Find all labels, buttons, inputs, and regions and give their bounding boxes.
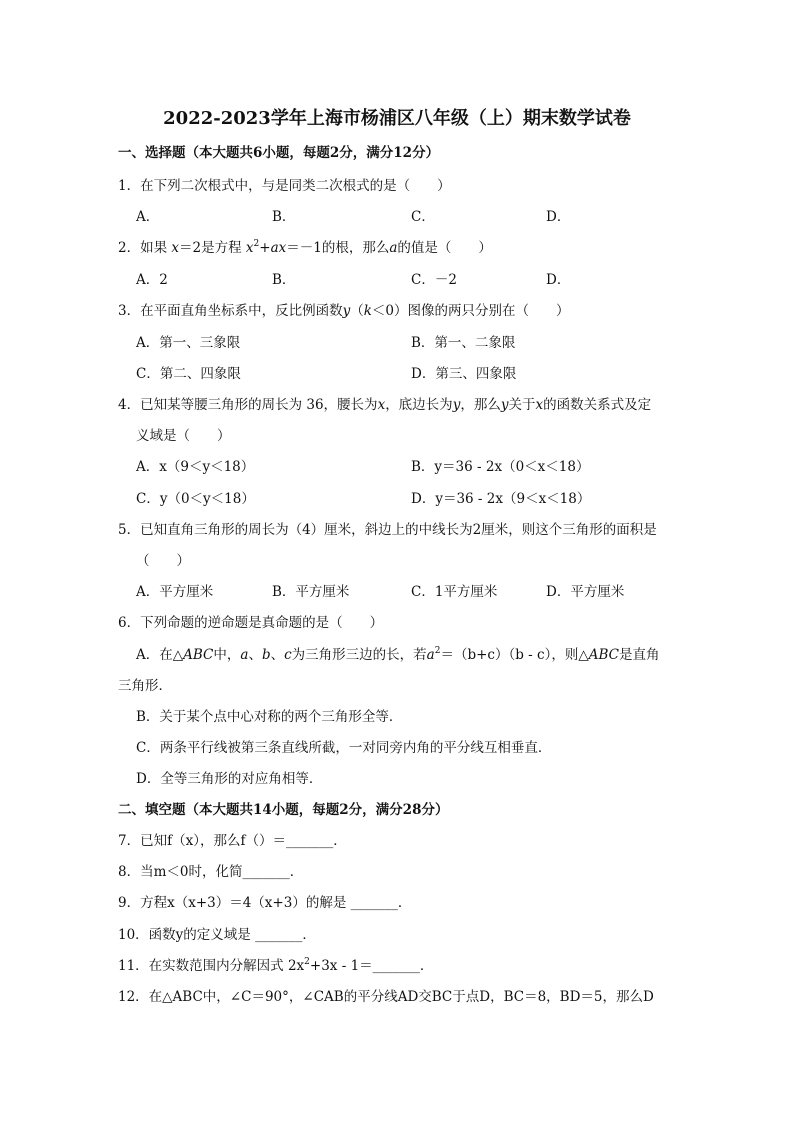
q10: 10．函数y的定义域是 _______．: [118, 927, 316, 943]
q5-stem-line2: （ ）: [136, 553, 190, 569]
q2-stem: 2．如果 x＝2是方程 $x^2+ax=-1$的根，那么a的值是（ ）: [118, 239, 492, 256]
q4-option-c: C．y（0＜y＜18）: [136, 491, 255, 507]
q11: 11．在实数范围内分解因式 $2x^2+3x$ - 1＝_______．: [118, 957, 434, 974]
q3-option-b: B．第一、二象限: [411, 335, 516, 351]
q6-option-b: B．关于某个点中心对称的两个三角形全等．: [136, 709, 403, 725]
q6-option-d: D．全等三角形的对应角相等．: [136, 771, 323, 787]
q1-option-c: C．: [411, 209, 435, 225]
q6-stem: 6．下列命题的逆命题是真命题的是（ ）: [118, 615, 384, 631]
q2-option-c: C．－2: [411, 272, 457, 288]
q3-option-a: A．第一、三象限: [136, 335, 241, 351]
exam-title: 2022-2023学年上海市杨浦区八年级（上）期末数学试卷: [163, 108, 631, 129]
q2-option-b: B．: [272, 272, 296, 288]
q9: 9．方程x（x+3）＝4（x+3）的解是 _______．: [118, 895, 412, 911]
q4-option-b: B．y＝36 - 2x（0＜x＜18）: [411, 459, 590, 475]
q12: 12．在△ABC中，∠C＝90°，∠CAB的平分线AD交BC于点D，BC＝8，BD＝5，那么D: [118, 989, 654, 1005]
q5-option-c: C．1平方厘米: [411, 584, 498, 600]
q3-option-c: C．第二、四象限: [136, 366, 241, 382]
q1-stem: 1．在下列二次根式中，与是同类二次根式的是（ ）: [118, 178, 451, 194]
q4-stem: 4．已知某等腰三角形的周长为 36，腰长为x，底边长为y，那么y关于x的函数关系式及定: [118, 397, 652, 413]
q1-option-a: A．: [136, 209, 160, 225]
section-choice-heading: 一、选择题（本大题共6小题，每题2分，满分12分）: [118, 145, 440, 161]
q1-option-d: D．: [546, 209, 571, 225]
q6-option-c: C．两条平行线被第三条直线所截，一对同旁内角的平分线互相垂直．: [136, 740, 552, 756]
q4-option-d: D．y＝36 - 2x（9＜x＜18）: [411, 491, 591, 507]
section-fill-heading: 二、填空题（本大题共14小题，每题2分，满分28分）: [118, 802, 449, 818]
q2-option-d: D．: [546, 272, 571, 288]
q7: 7．已知f（x），那么f（）＝_______．: [118, 833, 347, 849]
q4-option-a: A．x（9＜y＜18）: [136, 459, 255, 475]
q5-stem: 5．已知直角三角形的周长为（4）厘米，斜边上的中线长为2厘米，则这个三角形的面积是: [118, 522, 657, 538]
q6-option-a: A．在△ABC中，a、b、c为三角形三边的长，若$a^2=(b+c)(b - c)$，则△ABC是直角: [136, 646, 660, 663]
q3-stem: 3．在平面直角坐标系中，反比例函数y（k＜0）图像的两只分别在（ ）: [118, 303, 570, 319]
q3-option-d: D．第三、四象限: [411, 366, 517, 382]
q5-option-d: D．平方厘米: [546, 584, 625, 600]
q1-option-b: B．: [272, 209, 296, 225]
q5-option-b: B．平方厘米: [272, 584, 350, 600]
q6-option-a-line2: 三角形．: [118, 678, 172, 694]
q8: 8．当m＜0时，化简_______．: [118, 864, 304, 880]
q5-option-a: A．平方厘米: [136, 584, 214, 600]
q2-option-a: A．2: [136, 272, 168, 288]
q4-stem-line2: 义域是（ ）: [136, 428, 231, 444]
